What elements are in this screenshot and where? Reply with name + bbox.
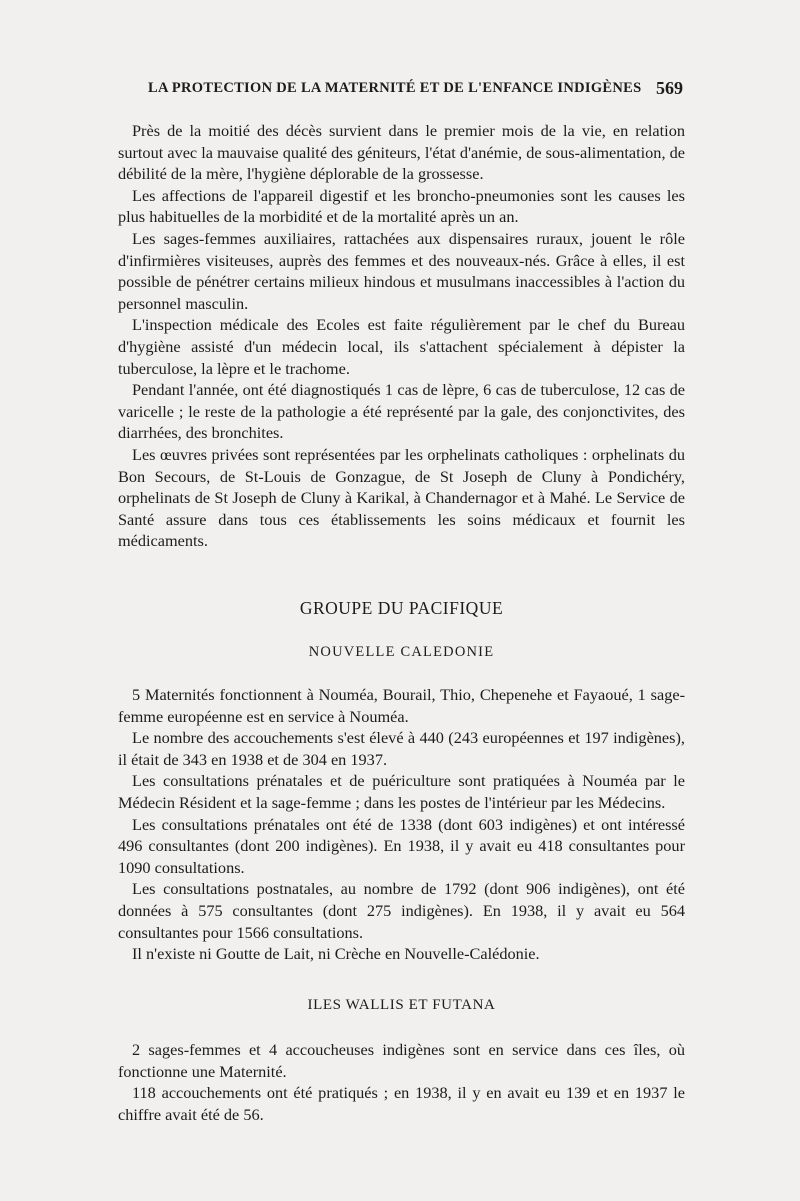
paragraph: Les sages-femmes auxiliaires, rattachées aux dispensaires ruraux, jouent le rôle d'infirmières visiteuses, auprès des femmes et des nouveaux-nés. Grâce à elles, il est possible de pénétrer certains milieux hindous et musulmans inaccessibles à l'action du personnel masculin. xyxy=(118,228,685,313)
paragraph: Il n'existe ni Goutte de Lait, ni Crèche en Nouvelle-Calédonie. xyxy=(132,944,540,964)
paragraph: Les consultations prénatales et de puériculture sont pratiquées à Nouméa par le Médecin Résident et la sage-femme ; dans les postes de l'intérieur par les Médecins. xyxy=(118,771,685,812)
section-wallis-text xyxy=(118,1039,685,1125)
paragraph: Près de la moitié des décès survient dans le premier mois de la vie, en relation surtout avec la mauvaise qualité des géniteurs, l'état d'anémie, de sous-alimentation, de débilité de la mère, l'hygiène déplorable de la grossesse. xyxy=(118,121,685,184)
paragraph: Les consultations postnatales, au nombre de 1792 (dont 906 indigènes), ont été données à 575 consultantes (dont 275 indigènes). En 1938, il y avait eu 564 consultantes pour 1566 consultations. xyxy=(118,879,685,942)
paragraph: Les consultations prénatales ont été de 1338 (dont 603 indigènes) et ont intéressé 496 consultantes (dont 200 indigènes). En 1938, il y avait eu 418 consultantes pour 1090 consultations. xyxy=(118,814,685,877)
running-title: LA PROTECTION DE LA MATERNITÉ ET DE L'ENFANCE INDIGÈNES xyxy=(148,80,642,96)
section-caledonie-text xyxy=(118,684,685,965)
paragraph: 2 sages-femmes et 4 accoucheuses indigènes sont en service dans ces îles, où fonctionne une Maternité. xyxy=(118,1040,685,1081)
paragraph: Pendant l'année, ont été diagnostiqués 1 cas de lèpre, 6 cas de tuberculose, 12 cas de varicelle ; le reste de la pathologie a été représenté par la gale, des conjonctivites, des diarrhées, des bronchites. xyxy=(118,380,685,443)
heading-nouvelle-caledonie: NOUVELLE CALEDONIE xyxy=(308,644,495,660)
paragraph: Les affections de l'appareil digestif et les broncho-pneumonies sont les causes les plus habituelles de la morbidité et de la mortalité après un an. xyxy=(118,185,685,227)
section-inde-text xyxy=(118,120,685,552)
paragraph: Le nombre des accouchements s'est élevé à 440 (243 européennes et 197 indigènes), il était de 343 en 1938 et de 304 en 1937. xyxy=(118,728,685,769)
paragraph: Les œuvres privées sont représentées par les orphelinats catholiques : orphelinats du Bon Secours, de St-Louis de Gonzague, de St Joseph de Cluny à Pondichéry, orphelinats de St Joseph de Cluny à Karikal, à Chandernagor et à Mahé. Le Service de Santé assure dans tous ces établissements les soins médicaux et fournit les médicaments. xyxy=(118,444,685,551)
paragraph: 118 accouchements ont été pratiqués ; en 1938, il y en avait eu 139 et en 1937 le chiffre avait été de 56. xyxy=(118,1083,685,1124)
heading-wallis-futana: ILES WALLIS ET FUTANA xyxy=(307,997,496,1013)
page-number: 569 xyxy=(656,78,683,98)
paragraph: L'inspection médicale des Ecoles est faite régulièrement par le chef du Bureau d'hygiène assisté d'un médecin local, ils s'attachent spécialement à dépister la tuberculose, la lèpre et le trachome. xyxy=(118,315,685,378)
paragraph: 5 Maternités fonctionnent à Nouméa, Bourail, Thio, Chepenehe et Fayaoué, 1 sage-femme européenne est en service à Nouméa. xyxy=(118,685,685,726)
heading-groupe-pacifique: GROUPE DU PACIFIQUE xyxy=(299,598,504,618)
